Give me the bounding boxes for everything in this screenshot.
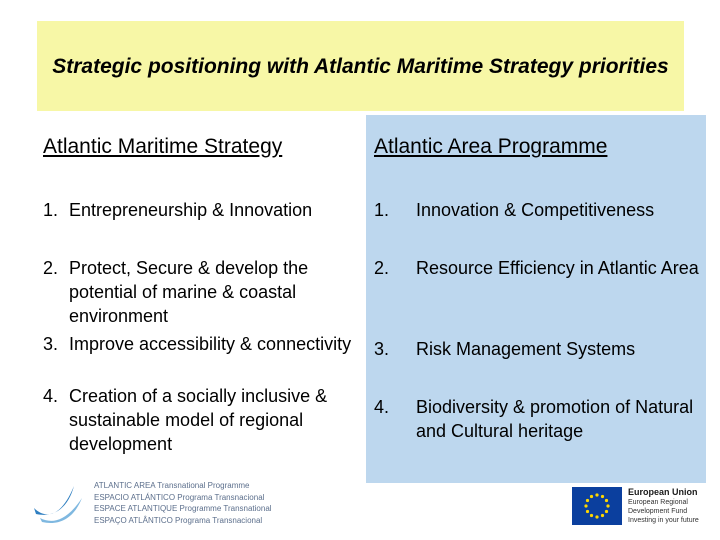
programme-line: ESPAÇO ATLÂNTICO Programa Transnacional xyxy=(94,515,263,525)
right-item-number: 4. xyxy=(374,397,390,417)
eu-erdf-logo xyxy=(572,487,702,527)
left-item-text: Creation of a socially inclusive & sustainable model of regional development xyxy=(69,386,328,454)
eu-name: European Union xyxy=(628,487,698,497)
programme-line: ESPACIO ATLÁNTICO Programa Transnacional xyxy=(94,492,265,502)
atlantic-area-logo xyxy=(30,478,272,528)
right-column-heading: Atlantic Area Programme xyxy=(374,135,608,158)
left-item-number: 1. xyxy=(43,200,59,220)
left-list-item xyxy=(43,198,355,222)
left-item-number: 4. xyxy=(43,386,59,406)
right-item-text: Resource Efficiency in Atlantic Area xyxy=(416,258,699,278)
left-item-text: Protect, Secure & develop the potential of marine & coastal environment xyxy=(69,258,309,326)
eu-fund-line: Development Fund xyxy=(628,508,688,515)
slide-title: Strategic positioning with Atlantic Maritime Strategy priorities xyxy=(52,54,669,78)
right-list-item xyxy=(374,395,699,443)
left-item-number: 3. xyxy=(43,334,59,354)
right-list-item xyxy=(374,256,699,280)
eu-fund-line: Investing in your future xyxy=(628,517,699,524)
eu-logo-text xyxy=(628,487,699,525)
programme-line: ATLANTIC AREA Transnational Programme xyxy=(94,481,250,490)
eu-flag-icon xyxy=(572,487,622,525)
right-list-item xyxy=(374,337,699,361)
eu-fund-line: European Regional xyxy=(628,499,688,506)
wave-swoosh-icon xyxy=(30,478,90,526)
right-item-number: 2. xyxy=(374,258,390,278)
left-list-item xyxy=(43,332,355,356)
right-item-text: Innovation & Competitiveness xyxy=(416,200,655,220)
right-item-number: 1. xyxy=(374,200,390,220)
programme-name-lines xyxy=(94,480,272,526)
right-item-text: Risk Management Systems xyxy=(416,339,636,359)
left-item-text: Entrepreneurship & Innovation xyxy=(69,200,313,220)
right-item-number: 3. xyxy=(374,339,390,359)
left-list-item xyxy=(43,256,355,328)
left-column-heading: Atlantic Maritime Strategy xyxy=(43,135,283,158)
left-item-text: Improve accessibility & connectivity xyxy=(69,334,352,354)
slide-title-box xyxy=(37,21,684,111)
right-list-item xyxy=(374,198,699,222)
right-item-text: Biodiversity & promotion of Natural and Cultural heritage xyxy=(416,397,694,441)
left-list-item xyxy=(43,384,355,456)
atlantic-area-programme-panel xyxy=(366,115,706,483)
left-item-number: 2. xyxy=(43,258,59,278)
programme-line: ESPACE ATLANTIQUE Programme Transnational xyxy=(94,504,272,513)
